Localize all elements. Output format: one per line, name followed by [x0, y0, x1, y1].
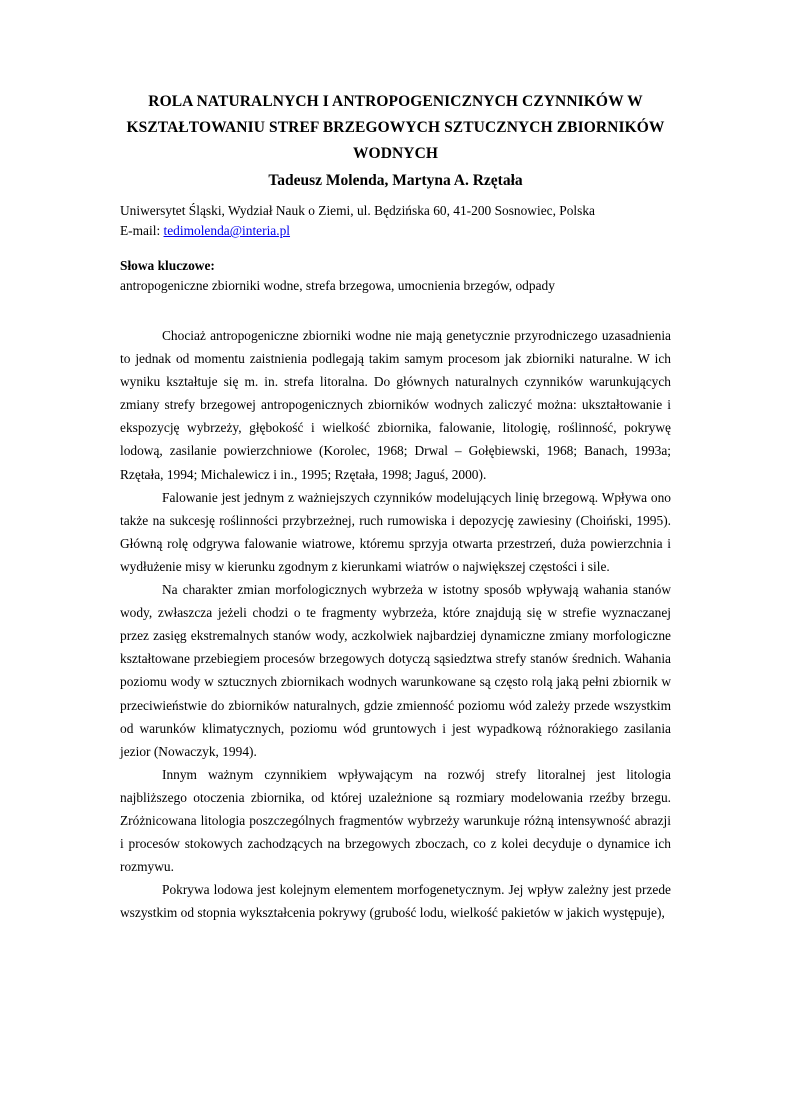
email-link[interactable]: tedimolenda@interia.pl — [163, 223, 291, 238]
paragraph-2: Falowanie jest jednym z ważniejszych czynników modelujących linię brzegową. Wpływa ono także na sukcesję roślinności przybrzeżnej, ruch rumowiska i depozycję zawiesiny (Choiński, 1995). Główną rolę odgrywa falowanie wiatrowe, któremu sprzyja otwarta przestrzeń, duża powierzchnia i wydłużenie misy w kierunku zgodnym z kierunkami wiatrów o największej częstości i sile. — [120, 489, 671, 574]
paragraph-5: Pokrywa lodowa jest kolejnym elementem morfogenetycznym. Jej wpływ zależny jest przede wszystkim od stopnia wykształcenia pokrywy (grubość lodu, wielkość pakietów w jakich występuje), — [120, 882, 671, 921]
paragraph-3: Na charakter zmian morfologicznych wybrzeża w istotny sposób wpływają wahania stanów wody, zwłaszcza jeżeli chodzi o te fragmenty wybrzeża, które znajdują się w strefie wyznaczanej przez zasięg ekstremalnych stanów wody, aczkolwiek najbardziej dynamiczne zmiany morfologiczne kształtowane przebiegiem procesów brzegowych dotyczą sąsiedztwa strefy stanów średnich. Wahania poziomu wody w sztucznych zbiornikach wodnych warunkowane są często rolą jaką pełni zbiornik w przeciwieństwie do zbiorników naturalnych, gdzie zmienność poziomu wód zależy przede wszystkim od warunków klimatycznych, poziomu wód gruntowych i jest wypadkową różnorakiego zasilania jezior (Nowaczyk, 1994). — [120, 582, 671, 759]
paragraph-1: Chociaż antropogeniczne zbiorniki wodne nie mają genetycznie przyrodniczego uzasadnienia to jednak od momentu zaistnienia podlegają takim samym procesom jak zbiorniki naturalne. W ich wyniku kształtuje się m. in. strefa litoralna. Do głównych naturalnych czynników warunkujących zmiany strefy brzegowej antropogenicznych zbiorników wodnych zaliczyć można: ukształtowanie i ekspozycję wybrzeży, głębokość i wielkość zbiornika, falowanie, litologię, roślinność, pokrywę lodową, zasilanie powierzchniowe (Korolec, 1968; Drwal – Gołębiewski, 1968; Banach, 1993a; Rzętała, 1994; Michalewicz i in., 1995; Rzętała, 1998; Jaguś, 2000). — [120, 328, 671, 482]
email-label: E-mail: — [120, 223, 164, 238]
paragraph-4: Innym ważnym czynnikiem wpływającym na rozwój strefy litoralnej jest litologia najbliższego otoczenia zbiornika, od której uzależnione są rozmiary modelowania rzeźby brzegu. Zróżnicowana litologia poszczególnych fragmentów wybrzeży warunkuje różną intensywność abrazji i procesów stokowych zachodzących na brzegowych zboczach, co z kolei decyduje o dynamice ich rozmywu. — [120, 766, 671, 875]
document-page — [0, 89, 791, 1113]
title-line-1: ROLA NATURALNYCH I ANTROPOGENICZNYCH CZYNNIKÓW W — [148, 93, 643, 110]
keywords-text: antropogeniczne zbiorniki wodne, strefa brzegowa, umocnienia brzegów, odpady — [120, 278, 555, 293]
title-line-2: KSZTAŁTOWANIU STREF BRZEGOWYCH SZTUCZNYCH ZBIORNIKÓW — [126, 119, 665, 136]
keywords-heading: Słowa kluczowe: — [120, 258, 215, 273]
affiliation: Uniwersytet Śląski, Wydział Nauk o Ziemi, ul. Będzińska 60, 41-200 Sosnowiec, Polska — [120, 203, 595, 218]
title-line-3: WODNYCH — [352, 145, 439, 162]
email-line — [120, 221, 671, 241]
authors: Tadeusz Molenda, Martyna A. Rzętała — [268, 172, 523, 189]
body-text — [120, 324, 671, 924]
paper-title — [120, 89, 671, 167]
